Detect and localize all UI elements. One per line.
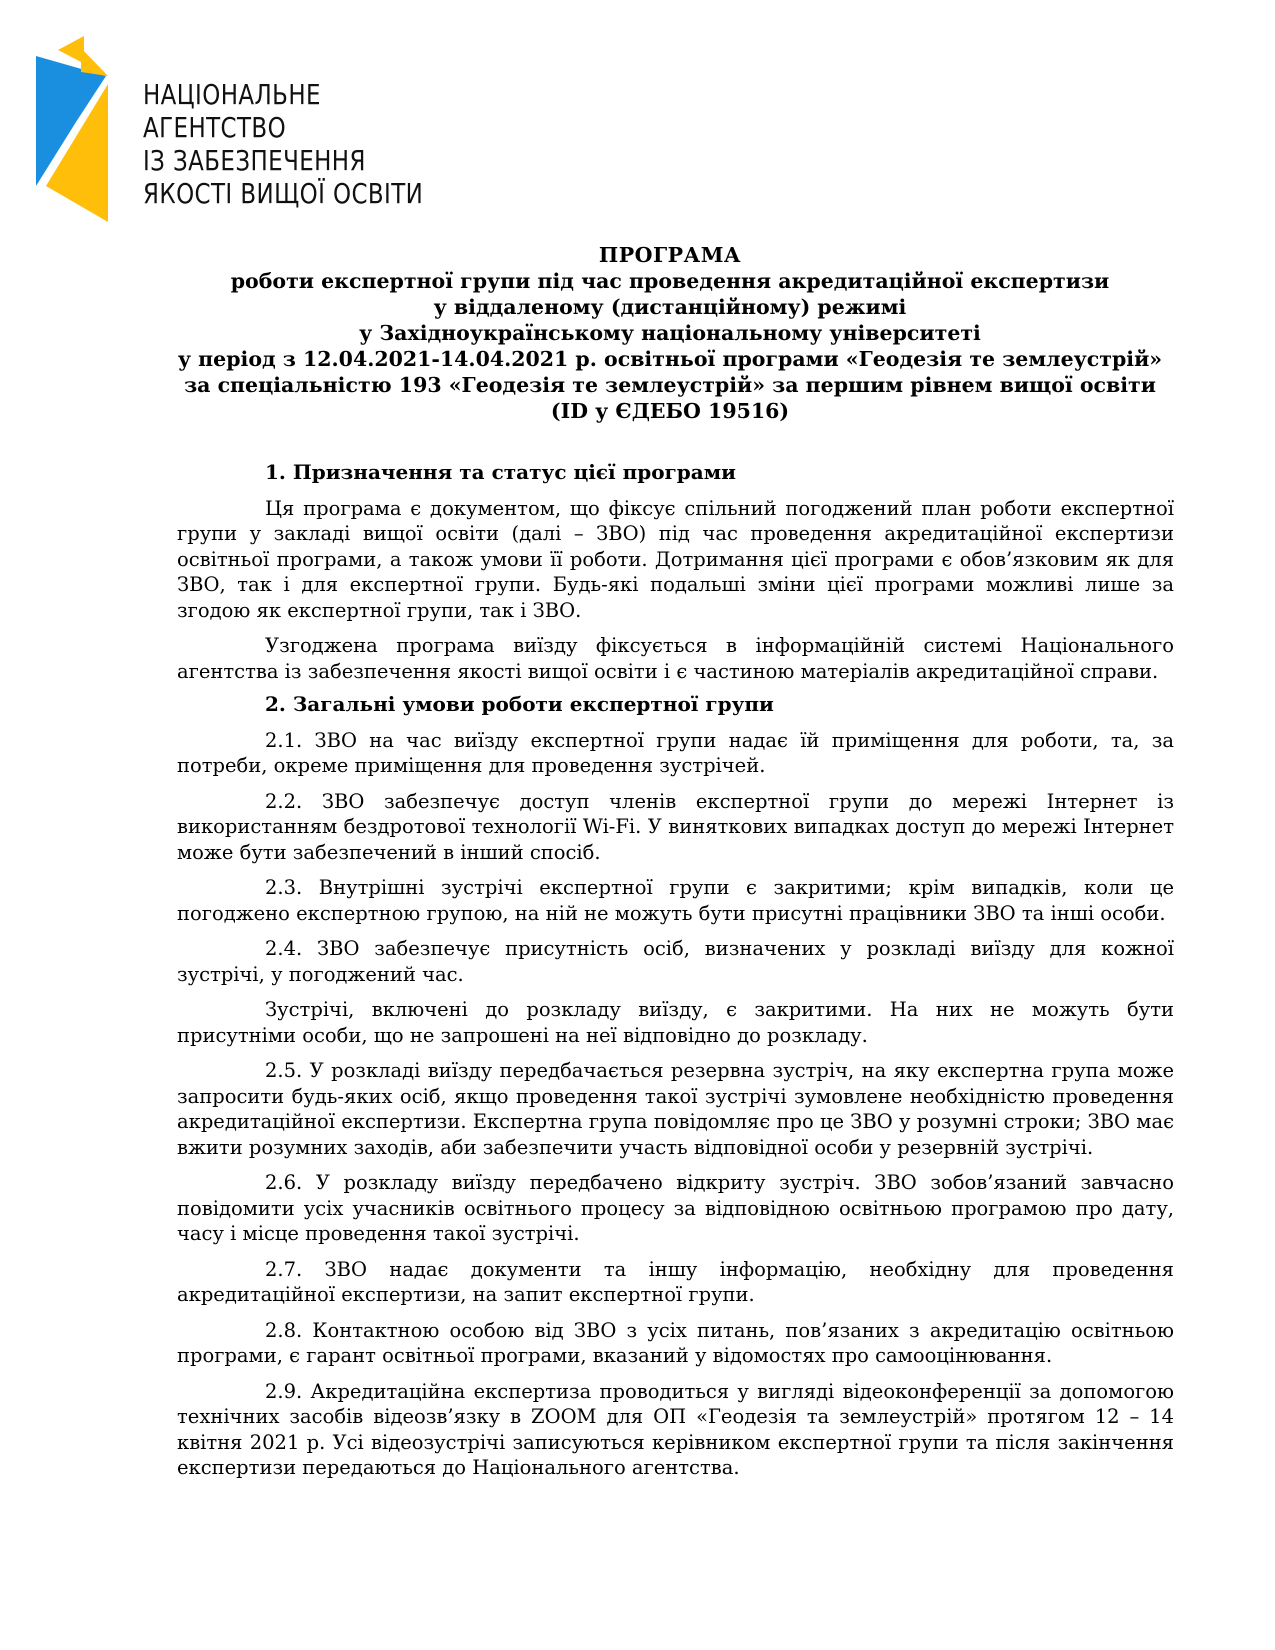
- paragraph: Ця програма є документом, що фіксує спільний погоджений план роботи експертної групи у закладі вищої освіти (далі – ЗВО) під час проведення акредитаційної експертизи освітньої програми, а також умови її роботи. Дотримання цієї програми є обов’язковим як для ЗВО, так і для експертної групи. Будь-які подальші зміни цієї програми можливі лише за згодою як експертної групи, так і ЗВО.: [177, 496, 1174, 622]
- logo-line: АГЕНТСТВО: [143, 111, 287, 144]
- title-line: у Західноукраїнському національному університеті: [359, 321, 981, 345]
- title-line: (ID у ЄДЕБО 19516): [550, 399, 790, 423]
- paragraph: 2.1. ЗВО на час виїзду експертної групи надає їй приміщення для роботи, та, за потреби, окреме приміщення для проведення зустрічей.: [177, 728, 1174, 777]
- logo-line: НАЦІОНАЛЬНЕ: [143, 78, 321, 111]
- title-line: за спеціальністю 193 «Геодезія те землеустрій» за першим рівнем вищої освіти: [184, 373, 1156, 397]
- agency-logo-icon: [36, 36, 116, 222]
- section-heading: 1. Призначення та статус цієї програми: [265, 460, 736, 484]
- paragraph: 2.3. Внутрішні зустрічі експертної групи є закритими; крім випадків, коли це погоджено експертною групою, на ній не можуть бути присутні працівники ЗВО та інші особи.: [177, 876, 1174, 925]
- paragraph: 2.6. У розкладу виїзду передбачено відкриту зустріч. ЗВО зобов’язаний завчасно повідомити усіх учасників освітнього процесу за відповідною освітньою програмою про дату, часу і місце проведення такої зустрічі.: [177, 1171, 1174, 1245]
- paragraph: 2.2. ЗВО забезпечує доступ членів експертної групи до мережі Інтернет із використанням бездротової технології Wi-Fi. У виняткових випадках доступ до мережі Інтернет може бути забезпечений в інший спосіб.: [177, 789, 1174, 864]
- title-line: у період з 12.04.2021-14.04.2021 р. освітньої програми «Геодезія те землеустрій»: [177, 347, 1163, 371]
- logo-line: ЯКОСТІ ВИЩОЇ ОСВІТИ: [143, 177, 424, 210]
- paragraph: 2.5. У розкладі виїзду передбачається резервна зустріч, на яку експертна група може запросити будь-яких осіб, якщо проведення такої зустрічі зумовлене необхідністю проведення акредитаційної експертизи. Експертна група повідомляє про це ЗВО у розумні строки; ЗВО має вжити розумних заходів, аби забезпечити участь відповідної особи у резервній зустрічі.: [177, 1059, 1174, 1159]
- paragraph: 2.9. Акредитаційна експертиза проводиться у вигляді відеоконференції за допомогою технічних засобів відеозв’язку в ZOOM для ОП «Геодезія та землеустрій» протягом 12 – 14 квітня 2021 р. Усі відеозустрічі записуються керівником експертної групи та після закінчення експертизи передаються до Національного агентства.: [177, 1379, 1174, 1479]
- paragraph: Зустрічі, включені до розкладу виїзду, є закритими. На них не можуть бути присутніми особи, що не запрошені на неї відповідно до розкладу.: [177, 998, 1174, 1047]
- title-line: у віддаленому (дистанційному) режимі: [433, 295, 907, 319]
- logo-line: ІЗ ЗАБЕЗПЕЧЕННЯ: [143, 144, 366, 177]
- paragraph: 2.8. Контактною особою від ЗВО з усіх питань, пов’язаних з акредитацію освітньою програми, є гарант освітньої програми, вказаний у відомостях про самооцінювання.: [177, 1318, 1174, 1367]
- document-title: [170, 242, 1170, 424]
- section-heading: 2. Загальні умови роботи експертної групи: [265, 692, 774, 716]
- agency-logo-text: [143, 78, 423, 210]
- title-line: роботи експертної групи під час проведення акредитаційної експертизи: [230, 269, 1110, 293]
- paragraph: Узгоджена програма виїзду фіксується в інформаційній системі Національного агентства із забезпечення якості вищої освіти і є частиною матеріалів акредитаційної справи.: [177, 634, 1174, 683]
- paragraph: 2.4. ЗВО забезпечує присутність осіб, визначених у розкладі виїзду для кожної зустрічі, у погоджений час.: [177, 937, 1174, 986]
- title-heading: ПРОГРАМА: [598, 243, 742, 267]
- paragraph: 2.7. ЗВО надає документи та іншу інформацію, необхідну для проведення акредитаційної експертизи, на запит експертної групи.: [177, 1257, 1174, 1306]
- document-body: [177, 460, 1174, 1491]
